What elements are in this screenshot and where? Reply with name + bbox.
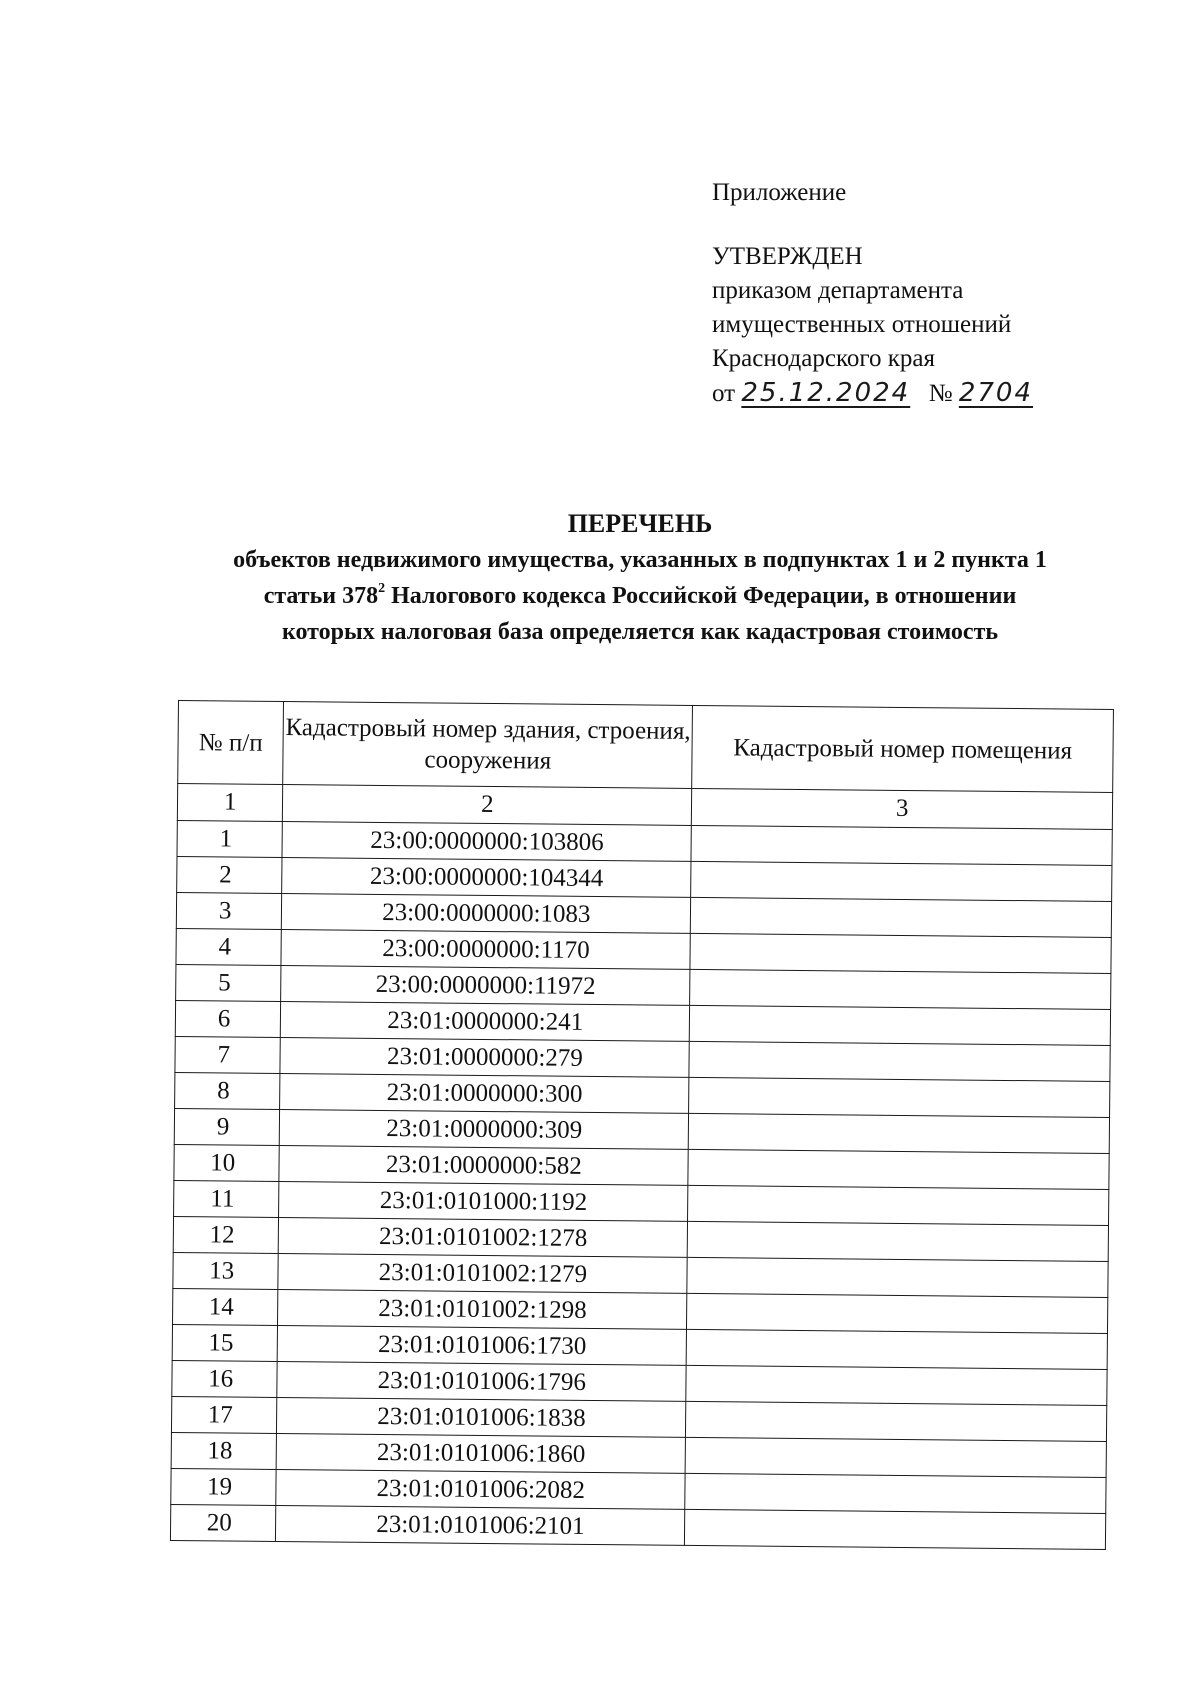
row-number: 14 bbox=[173, 1288, 279, 1325]
premises-cadastral-number bbox=[689, 1077, 1110, 1117]
building-cadastral-number: 23:00:0000000:1170 bbox=[281, 930, 690, 970]
column-number: 3 bbox=[692, 788, 1113, 829]
column-number: 2 bbox=[283, 785, 692, 826]
title-superscript: 2 bbox=[378, 581, 386, 596]
row-number: 11 bbox=[174, 1180, 280, 1217]
premises-cadastral-number bbox=[688, 1185, 1109, 1225]
premises-cadastral-number bbox=[691, 825, 1112, 865]
appendix-label: Приложение bbox=[712, 179, 847, 206]
row-number: 6 bbox=[175, 1000, 281, 1037]
building-cadastral-number: 23:00:0000000:1083 bbox=[282, 894, 691, 934]
column-number: 1 bbox=[177, 784, 283, 822]
row-number: 1 bbox=[177, 820, 283, 857]
building-cadastral-number: 23:01:0101006:2082 bbox=[276, 1469, 685, 1509]
building-cadastral-number: 23:01:0101002:1298 bbox=[278, 1289, 687, 1329]
building-cadastral-number: 23:00:0000000:11972 bbox=[281, 966, 690, 1006]
premises-cadastral-number bbox=[686, 1365, 1107, 1405]
table-header-row bbox=[178, 701, 1114, 793]
row-number: 12 bbox=[173, 1216, 279, 1253]
handwritten-number: 2704 bbox=[958, 378, 1034, 408]
approved-label: УТВЕРЖДЕН bbox=[712, 243, 863, 270]
premises-cadastral-number bbox=[687, 1293, 1108, 1333]
title-line-2 bbox=[150, 578, 1130, 614]
row-number: 13 bbox=[173, 1252, 279, 1289]
row-number: 5 bbox=[176, 964, 282, 1001]
building-cadastral-number: 23:01:0101006:1796 bbox=[277, 1361, 686, 1401]
property-table bbox=[170, 700, 1114, 1550]
premises-cadastral-number bbox=[690, 969, 1111, 1009]
row-number: 16 bbox=[172, 1360, 278, 1397]
building-cadastral-number: 23:01:0101000:1192 bbox=[279, 1181, 688, 1221]
document-title bbox=[150, 506, 1130, 650]
row-number: 17 bbox=[171, 1396, 277, 1433]
row-number: 8 bbox=[175, 1072, 281, 1109]
row-number: 19 bbox=[171, 1468, 277, 1505]
building-cadastral-number: 23:01:0101006:2101 bbox=[276, 1505, 685, 1545]
building-cadastral-number: 23:01:0000000:241 bbox=[281, 1002, 690, 1042]
title-line-1: объектов недвижимого имущества, указанных в подпунктах 1 и 2 пункта 1 bbox=[233, 547, 1047, 573]
premises-cadastral-number bbox=[686, 1401, 1107, 1441]
building-cadastral-number: 23:01:0101002:1278 bbox=[279, 1217, 688, 1257]
premises-cadastral-number bbox=[687, 1257, 1108, 1297]
row-number: 9 bbox=[174, 1108, 280, 1145]
row-number: 20 bbox=[170, 1504, 276, 1541]
header-premises-cadastral: Кадастровый номер помещения bbox=[692, 705, 1113, 792]
approval-line-2: имущественных отношений bbox=[712, 311, 1012, 338]
building-cadastral-number: 23:01:0000000:279 bbox=[280, 1038, 689, 1078]
premises-cadastral-number bbox=[685, 1509, 1106, 1549]
title-line-2-end: Налогового кодекса Российской Федерации, в отношении bbox=[385, 583, 1017, 609]
premises-cadastral-number bbox=[685, 1437, 1106, 1477]
premises-cadastral-number bbox=[688, 1149, 1109, 1189]
building-cadastral-number: 23:01:0101002:1279 bbox=[278, 1253, 687, 1293]
premises-cadastral-number bbox=[688, 1221, 1109, 1261]
premises-cadastral-number bbox=[686, 1329, 1107, 1369]
row-number: 15 bbox=[172, 1324, 278, 1361]
title-main: ПЕРЕЧЕНЬ bbox=[567, 509, 713, 538]
row-number: 4 bbox=[176, 928, 282, 965]
title-line-3: которых налоговая база определяется как кадастровая стоимость bbox=[281, 619, 999, 645]
approval-line-3: Краснодарского края bbox=[712, 345, 935, 372]
order-date-line bbox=[712, 376, 1033, 411]
table-row bbox=[170, 1504, 1105, 1549]
approval-line-1: приказом департамента bbox=[712, 277, 964, 304]
premises-cadastral-number bbox=[689, 1113, 1110, 1153]
premises-cadastral-number bbox=[690, 1005, 1111, 1045]
row-number: 18 bbox=[171, 1432, 277, 1469]
number-prefix: № bbox=[928, 380, 953, 407]
building-cadastral-number: 23:01:0101006:1838 bbox=[277, 1397, 686, 1437]
handwritten-date: 25.12.2024 bbox=[741, 378, 911, 408]
building-cadastral-number: 23:01:0101006:1860 bbox=[276, 1433, 685, 1473]
row-number: 2 bbox=[177, 856, 283, 893]
premises-cadastral-number bbox=[690, 933, 1111, 973]
premises-cadastral-number bbox=[689, 1041, 1110, 1081]
row-number: 3 bbox=[176, 892, 282, 929]
title-line-2-start: статьи 378 bbox=[263, 583, 379, 609]
date-prefix: от bbox=[712, 380, 736, 407]
approval-block bbox=[712, 176, 1033, 411]
premises-cadastral-number bbox=[691, 897, 1112, 937]
header-building-cadastral: Кадастровый номер здания, строения, сооружения bbox=[283, 702, 693, 789]
building-cadastral-number: 23:01:0000000:582 bbox=[279, 1145, 688, 1185]
building-cadastral-number: 23:01:0101006:1730 bbox=[278, 1325, 687, 1365]
row-number: 10 bbox=[174, 1144, 280, 1181]
building-cadastral-number: 23:00:0000000:103806 bbox=[282, 822, 691, 862]
premises-cadastral-number bbox=[691, 861, 1112, 901]
building-cadastral-number: 23:01:0000000:309 bbox=[280, 1109, 689, 1149]
header-number: № п/п bbox=[178, 701, 284, 785]
row-number: 7 bbox=[175, 1036, 281, 1073]
building-cadastral-number: 23:00:0000000:104344 bbox=[282, 858, 691, 898]
building-cadastral-number: 23:01:0000000:300 bbox=[280, 1073, 689, 1113]
premises-cadastral-number bbox=[685, 1473, 1106, 1513]
